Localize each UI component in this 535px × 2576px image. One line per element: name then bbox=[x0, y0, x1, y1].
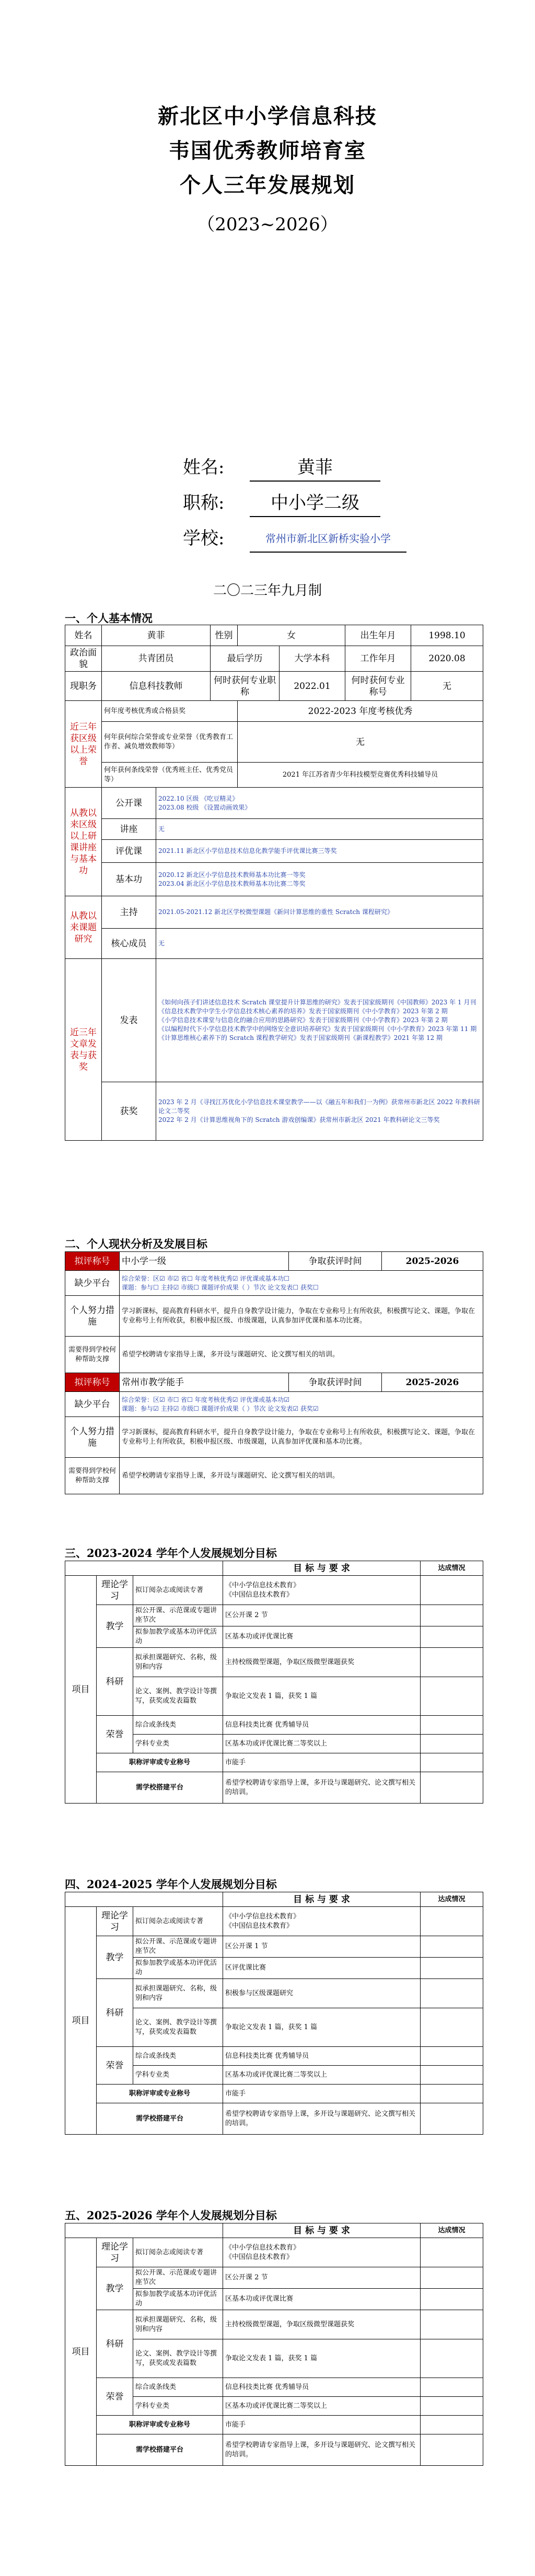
school-row bbox=[183, 525, 444, 552]
name-row bbox=[183, 454, 444, 481]
status-cell bbox=[421, 2085, 483, 2103]
category-label: 需学校搭建平台 bbox=[97, 2103, 223, 2135]
plan-row bbox=[65, 2267, 483, 2289]
category-label: 职称评审或专业称号 bbox=[97, 2085, 223, 2103]
plan-table bbox=[65, 1892, 483, 2135]
category-label: 教学 bbox=[97, 1605, 133, 1648]
cell: 大学本科 bbox=[280, 646, 345, 672]
activity-value: 无 bbox=[156, 819, 483, 840]
honor-value: 无 bbox=[238, 722, 483, 763]
cell: 工作年月 bbox=[345, 646, 411, 672]
cell: 姓名 bbox=[65, 625, 102, 646]
category-label: 职称评审或专业称号 bbox=[97, 1753, 223, 1772]
support-label: 需要得到学校何种帮助支撑 bbox=[65, 1337, 120, 1373]
requirement-value: 希望学校聘请专家指导上课，多开设与课题研究、论文撰写相关的培训。 bbox=[223, 1772, 421, 1804]
category-label: 需学校搭建平台 bbox=[97, 2434, 223, 2466]
requirement-value: 《中小学信息技术教育》 《中国信息技术教育》 bbox=[223, 1576, 421, 1605]
plan-row bbox=[65, 2103, 483, 2135]
item-label: 综合或条线类 bbox=[133, 2047, 223, 2066]
requirement-value: 主持校级微型课题，争取区级微型课题获奖 bbox=[223, 2310, 421, 2339]
time-value: 2025-2026 bbox=[382, 1252, 483, 1271]
item-label: 拟订阅杂志或阅读专著 bbox=[133, 2238, 223, 2267]
goal-label: 拟评称号 bbox=[65, 1373, 120, 1392]
activity-key: 评优课 bbox=[102, 840, 156, 863]
honor-value: 2021 年江苏省青少年科技模型竞赛优秀科技辅导员 bbox=[238, 763, 483, 788]
name-value: 黄菲 bbox=[250, 454, 380, 482]
category-label: 教学 bbox=[97, 2267, 133, 2310]
plan-row bbox=[65, 2378, 483, 2397]
requirement-value: 市能手 bbox=[223, 1753, 421, 1772]
status-cell bbox=[421, 2416, 483, 2434]
plan-row bbox=[65, 2085, 483, 2103]
school-value: 常州市新北区新桥实验小学 bbox=[250, 525, 406, 553]
lack-line: 综合荣誉：区☑ 市☐ 省☐ 年度考核优秀☑ 评优课或基本功☑ bbox=[122, 1396, 290, 1403]
activity-value: 2021.11 新北区小学信息技术信息化教学能手评优课比赛三等奖 bbox=[156, 840, 483, 863]
requirement-value: 区基本功或评优课比赛二等奖以上 bbox=[223, 2066, 421, 2085]
status-cell bbox=[421, 1979, 483, 2008]
plan-row bbox=[65, 1576, 483, 1605]
plan-row bbox=[65, 2238, 483, 2267]
plan-heading: 四、2024-2025 学年个人发展规划分目标 bbox=[65, 1878, 277, 1891]
plan-row bbox=[65, 1907, 483, 1936]
item-label: 学科专业类 bbox=[133, 2066, 223, 2085]
category-label: 理论学习 bbox=[97, 1907, 133, 1936]
date-line: 二〇二三年九月制 bbox=[213, 583, 322, 599]
goal-value: 常州市教学能手 bbox=[120, 1373, 289, 1392]
requirement-value: 积极参与区级课题研究 bbox=[223, 1979, 421, 2008]
cell: 何时获何专业称号 bbox=[345, 672, 411, 701]
honor-key: 何年度考核优秀或合格县奖 bbox=[102, 701, 238, 722]
status-cell bbox=[421, 2103, 483, 2135]
plan-heading: 五、2025-2026 学年个人发展规划分目标 bbox=[65, 2209, 277, 2222]
status-cell bbox=[421, 1735, 483, 1753]
category-label: 需学校搭建平台 bbox=[97, 1772, 223, 1804]
requirement-value: 信息科技类比赛 优秀辅导员 bbox=[223, 2047, 421, 2066]
category-label: 科研 bbox=[97, 2310, 133, 2378]
requirement-value: 信息科技类比赛 优秀辅导员 bbox=[223, 2378, 421, 2397]
research-value: 无 bbox=[156, 929, 483, 959]
lack-lines bbox=[120, 1271, 483, 1296]
goal-label: 拟评称号 bbox=[65, 1252, 120, 1271]
research-key: 主持 bbox=[102, 896, 156, 929]
cell: 女 bbox=[238, 625, 345, 646]
effort-label: 个人努力措施 bbox=[65, 1296, 120, 1337]
status-cell bbox=[421, 2238, 483, 2267]
cell: 信息科技教师 bbox=[102, 672, 211, 701]
status-cell bbox=[421, 1772, 483, 1804]
time-label: 争取获评时间 bbox=[289, 1252, 382, 1271]
activity-key: 公开课 bbox=[102, 788, 156, 819]
cell: 出生年月 bbox=[345, 625, 411, 646]
category-label: 科研 bbox=[97, 1979, 133, 2047]
header-status: 达成情况 bbox=[421, 1892, 483, 1907]
header-goals: 目 标 与 要 求 bbox=[223, 1561, 421, 1576]
item-label: 综合或条线类 bbox=[133, 1716, 223, 1735]
plan-table bbox=[65, 1561, 483, 1804]
requirement-value: 《中小学信息技术教育》 《中国信息技术教育》 bbox=[223, 2238, 421, 2267]
cell: 共青团员 bbox=[102, 646, 211, 672]
item-label: 拟订阅杂志或阅读专著 bbox=[133, 1576, 223, 1605]
cell: 黄菲 bbox=[102, 625, 211, 646]
category-label: 职称评审或专业称号 bbox=[97, 2416, 223, 2434]
requirement-value: 区公开课 2 节 bbox=[223, 2267, 421, 2289]
requirement-value: 争取论文发表 1 篇，获奖 1 篇 bbox=[223, 2339, 421, 2378]
category-label: 理论学习 bbox=[97, 1576, 133, 1605]
paper-published-value: 《如何向孩子们讲述信息技术 Scratch 课堂提升计算思维的研究》发表于国家级期刊《中国教师》2023 年 1 月刊 《信息技术教学中学生小学信息技术核心素养的培养》发表于国家级期刊《中小学教育》2023 年第 2 期 《小学信息技术课堂与信息化的融合应用的思路研究》发表于国家级期刊《中小学教育》2023 年第 2 期 《以编程时代下小学信息技术教学中的网络安全意识培养研究》发表于国家级期刊《中小学教育》2023 年第 11 期 《计算思维核心素养下的 Scratch 课程教学研究》发表于国家级期刊《新课程教学》2021 年第 12 期 bbox=[156, 959, 483, 1082]
category-label: 荣誉 bbox=[97, 2047, 133, 2085]
project-label: 项目 bbox=[65, 1907, 97, 2135]
item-label: 拟参加教学或基本功评优活动 bbox=[133, 1958, 223, 1979]
research-key: 核心成员 bbox=[102, 929, 156, 959]
status-table bbox=[65, 1251, 483, 1494]
honor-value: 2022-2023 年度考核优秀 bbox=[238, 701, 483, 722]
cell: 1998.10 bbox=[411, 625, 483, 646]
rank-label: 职称: bbox=[183, 493, 225, 513]
effort-label: 个人努力措施 bbox=[65, 1417, 120, 1458]
lack-line: 综合荣誉：区☑ 市☑ 省☐ 年度考核优秀☑ 评优课或基本功☐ bbox=[122, 1274, 290, 1282]
cell: 性别 bbox=[211, 625, 238, 646]
item-label: 拟参加教学或基本功评优活动 bbox=[133, 2289, 223, 2310]
plan-row bbox=[65, 2416, 483, 2434]
status-cell bbox=[421, 1677, 483, 1716]
name-label: 姓名: bbox=[183, 457, 225, 478]
effort-value: 学习新课标，提高教育科研水平，提升自身教学设计能力，争取在专业称号上有所收获，积极撰写论文、课题，争取在专业称号上有所收获，积极申报区级、市级课题，认真参加评优课和基本功比赛。 bbox=[120, 1296, 483, 1337]
time-label: 争取获评时间 bbox=[289, 1373, 382, 1392]
title-line-1: 新北区中小学信息科技 bbox=[158, 104, 377, 128]
status-cell bbox=[421, 2267, 483, 2289]
section-1-heading: 一、个人基本情况 bbox=[65, 612, 153, 625]
requirement-value: 区公开课 1 节 bbox=[223, 1936, 421, 1958]
requirement-value: 区基本功或评优课比赛 bbox=[223, 2289, 421, 2310]
plan-row bbox=[65, 1753, 483, 1772]
lack-line: 课题：参与☐ 主持☑ 市级☐ 课题评价成果（ ）节次 论文发表☐ 获奖☐ bbox=[122, 1283, 319, 1291]
lack-label: 缺少平台 bbox=[65, 1271, 120, 1296]
item-label: 论文、案例、教学设计等撰写，获奖或发表篇数 bbox=[133, 2339, 223, 2378]
item-label: 论文、案例、教学设计等撰写，获奖或发表篇数 bbox=[133, 2008, 223, 2047]
item-label: 拟公开课、示范课或专题讲座节次 bbox=[133, 2267, 223, 2289]
plan-table bbox=[65, 2223, 483, 2466]
lack-line: 课题：参与☑ 主持☑ 市级☐ 课题评价成果（ ）节次 论文发表☑ 获奖☑ bbox=[122, 1404, 319, 1412]
header-status: 达成情况 bbox=[421, 1561, 483, 1576]
requirement-value: 《中小学信息技术教育》 《中国信息技术教育》 bbox=[223, 1907, 421, 1936]
requirement-value: 希望学校聘请专家指导上课，多开设与课题研究、论文撰写相关的培训。 bbox=[223, 2434, 421, 2466]
plan-years: （2023~2026） bbox=[197, 214, 338, 235]
item-label: 综合或条线类 bbox=[133, 2378, 223, 2397]
item-label: 拟承担课题研究、名称，级别和内容 bbox=[133, 1648, 223, 1677]
activity-key: 讲座 bbox=[102, 819, 156, 840]
plan-row bbox=[65, 1979, 483, 2008]
paper-awarded-value: 2023 年 2 月《寻找江苏优化小学信息技术课堂教学——以《融五年和我们一为例》获常州市新北区 2022 年教科研论文二等奖 2022 年 2 月《计算思维视角下的 Scratch 游戏创编课》获常州市新北区 2021 年教科研论文三等奖 bbox=[156, 1082, 483, 1141]
header-goals: 目 标 与 要 求 bbox=[223, 2223, 421, 2238]
requirement-value: 信息科技类比赛 优秀辅导员 bbox=[223, 1716, 421, 1735]
status-cell bbox=[421, 2397, 483, 2416]
rank-value: 中小学二级 bbox=[250, 490, 380, 517]
paper-group-label: 近三年文章发表与获奖 bbox=[65, 959, 102, 1141]
research-value: 2021.05-2021.12 新北区学校微型课题《新问计算思维的重性 Scratch 课程研究》 bbox=[156, 896, 483, 929]
status-cell bbox=[421, 1907, 483, 1936]
header-goals: 目 标 与 要 求 bbox=[223, 1892, 421, 1907]
cell: 无 bbox=[411, 672, 483, 701]
honor-group-label: 近三年获区级以上荣誉 bbox=[65, 701, 102, 788]
status-cell bbox=[421, 1936, 483, 1958]
lack-lines bbox=[120, 1392, 483, 1417]
status-cell bbox=[421, 1753, 483, 1772]
status-cell bbox=[421, 2378, 483, 2397]
effort-value: 学习新课标，提高教育科研水平，提升自身教学设计能力，争取在专业称号上有所收获，积极撰写论文、课题，争取在专业称号上有所收获，积极申报区级、市级课题，认真参加评优课和基本功比赛。 bbox=[120, 1417, 483, 1458]
category-label: 荣誉 bbox=[97, 2378, 133, 2416]
section-2-heading: 二、个人现状分析及发展目标 bbox=[65, 1237, 207, 1250]
requirement-value: 区基本功或评优课比赛二等奖以上 bbox=[223, 2397, 421, 2416]
support-value: 希望学校聘请专家指导上课，多开设与课题研究、论文撰写相关的培训。 bbox=[120, 1458, 483, 1494]
plan-row bbox=[65, 1648, 483, 1677]
status-cell bbox=[421, 2310, 483, 2339]
requirement-value: 主持校级微型课题，争取区级微型课题获奖 bbox=[223, 1648, 421, 1677]
header-blank bbox=[65, 1892, 223, 1907]
title-row bbox=[183, 490, 444, 516]
requirement-value: 区评优课比赛 bbox=[223, 1958, 421, 1979]
status-cell bbox=[421, 1716, 483, 1735]
item-label: 拟公开课、示范课或专题讲座节次 bbox=[133, 1936, 223, 1958]
honor-key: 何年获何综合荣誉或专业荣誉（优秀教育工作者、减负增效教师等） bbox=[102, 722, 238, 763]
honor-key: 何年获何条线荣誉（优秀班主任、优秀党员等） bbox=[102, 763, 238, 788]
research-group-label: 从教以来课题研究 bbox=[65, 896, 102, 959]
status-cell bbox=[421, 2047, 483, 2066]
status-cell bbox=[421, 2066, 483, 2085]
requirement-value: 市能手 bbox=[223, 2416, 421, 2434]
cell: 现职务 bbox=[65, 672, 102, 701]
item-label: 拟订阅杂志或阅读专著 bbox=[133, 1907, 223, 1936]
requirement-value: 争取论文发表 1 篇，获奖 1 篇 bbox=[223, 2008, 421, 2047]
activity-value: 2022.10 区级 《吃豆精灵》 2023.08 校级 《设置动画效果》 bbox=[156, 788, 483, 819]
status-cell bbox=[421, 1576, 483, 1605]
status-cell bbox=[421, 1648, 483, 1677]
lack-label: 缺少平台 bbox=[65, 1392, 120, 1417]
plan-row bbox=[65, 2310, 483, 2339]
header-blank bbox=[65, 1561, 223, 1576]
title-line-3: 个人三年发展规划 bbox=[180, 173, 355, 197]
requirement-value: 争取论文发表 1 篇，获奖 1 篇 bbox=[223, 1677, 421, 1716]
cell: 何时获何专业职称 bbox=[211, 672, 280, 701]
item-label: 拟参加教学或基本功评优活动 bbox=[133, 1626, 223, 1648]
title-line-2: 韦国优秀教师培育室 bbox=[169, 138, 366, 163]
project-label: 项目 bbox=[65, 1576, 97, 1804]
plan-row bbox=[65, 1605, 483, 1626]
status-cell bbox=[421, 1958, 483, 1979]
status-cell bbox=[421, 2434, 483, 2466]
status-cell bbox=[421, 2008, 483, 2047]
cell: 政治面貌 bbox=[65, 646, 102, 672]
item-label: 论文、案例、教学设计等撰写，获奖或发表篇数 bbox=[133, 1677, 223, 1716]
plan-row bbox=[65, 2434, 483, 2466]
cell: 最后学历 bbox=[211, 646, 280, 672]
time-value: 2025-2026 bbox=[382, 1373, 483, 1392]
requirement-value: 区公开课 2 节 bbox=[223, 1605, 421, 1626]
category-label: 科研 bbox=[97, 1648, 133, 1716]
requirement-value: 区基本功或评优课比赛 bbox=[223, 1626, 421, 1648]
activity-group-label: 从教以来区级以上研课讲座与基本功 bbox=[65, 788, 102, 896]
plan-row bbox=[65, 1936, 483, 1958]
item-label: 拟承担课题研究、名称，级别和内容 bbox=[133, 2310, 223, 2339]
header-blank bbox=[65, 2223, 223, 2238]
cell: 2020.08 bbox=[411, 646, 483, 672]
item-label: 学科专业类 bbox=[133, 2397, 223, 2416]
paper-published-label: 发表 bbox=[102, 959, 156, 1082]
paper-awarded-label: 获奖 bbox=[102, 1082, 156, 1141]
cover-title bbox=[0, 99, 535, 240]
category-label: 教学 bbox=[97, 1936, 133, 1979]
goal-value: 中小学一级 bbox=[120, 1252, 289, 1271]
item-label: 拟承担课题研究、名称，级别和内容 bbox=[133, 1979, 223, 2008]
plan-row bbox=[65, 2047, 483, 2066]
basic-info-table bbox=[65, 625, 483, 1141]
plan-row bbox=[65, 1716, 483, 1735]
status-cell bbox=[421, 2289, 483, 2310]
requirement-value: 希望学校聘请专家指导上课，多开设与课题研究、论文撰写相关的培训。 bbox=[223, 2103, 421, 2135]
item-label: 学科专业类 bbox=[133, 1735, 223, 1753]
cell: 2022.01 bbox=[280, 672, 345, 701]
school-label: 学校: bbox=[183, 528, 225, 549]
item-label: 拟公开课、示范课或专题讲座节次 bbox=[133, 1605, 223, 1626]
activity-key: 基本功 bbox=[102, 863, 156, 896]
status-cell bbox=[421, 1626, 483, 1648]
project-label: 项目 bbox=[65, 2238, 97, 2466]
support-value: 希望学校聘请专家指导上课，多开设与课题研究、论文撰写相关的培训。 bbox=[120, 1337, 483, 1373]
header-status: 达成情况 bbox=[421, 2223, 483, 2238]
plan-row bbox=[65, 1772, 483, 1804]
plan-heading: 三、2023-2024 学年个人发展规划分目标 bbox=[65, 1547, 277, 1560]
requirement-value: 市能手 bbox=[223, 2085, 421, 2103]
requirement-value: 区基本功或评优课比赛二等奖以上 bbox=[223, 1735, 421, 1753]
support-label: 需要得到学校何种帮助支撑 bbox=[65, 1458, 120, 1494]
category-label: 荣誉 bbox=[97, 1716, 133, 1753]
category-label: 理论学习 bbox=[97, 2238, 133, 2267]
status-cell bbox=[421, 1605, 483, 1626]
status-cell bbox=[421, 2339, 483, 2378]
activity-value: 2020.12 新北区小学信息技术教师基本功比赛一等奖 2023.04 新北区小学信息技术教师基本功比赛二等奖 bbox=[156, 863, 483, 896]
